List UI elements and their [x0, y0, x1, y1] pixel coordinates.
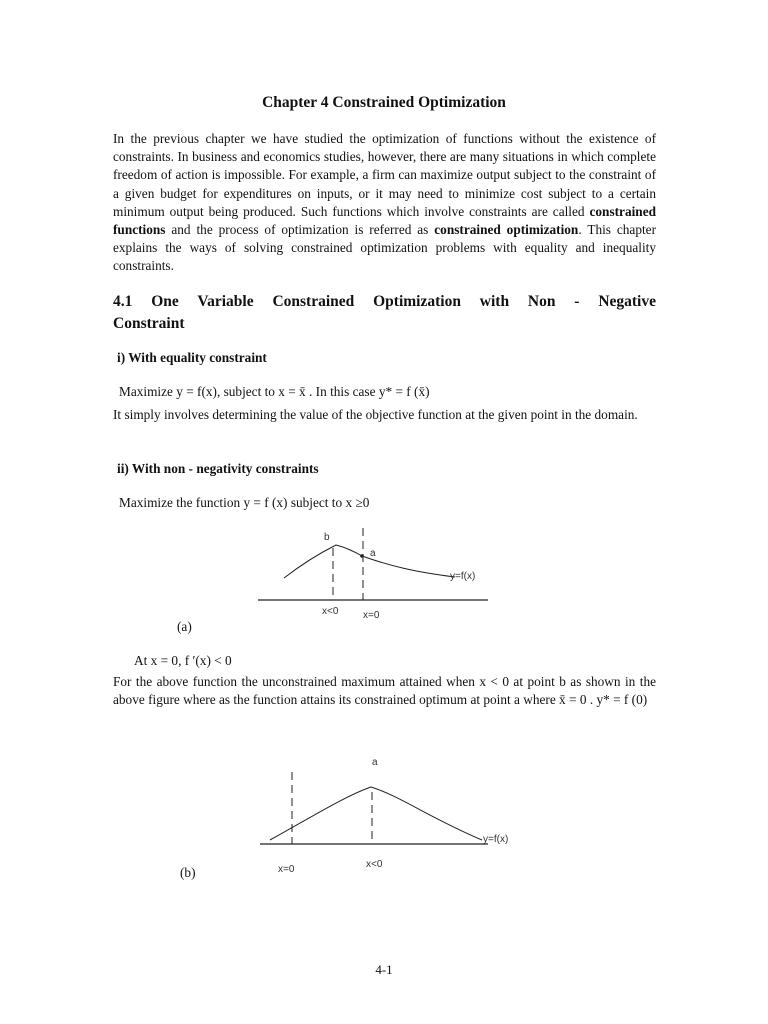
equality-statement: Maximize y = f(x), subject to x = x̄ . In this case y* = f (x̄) [119, 384, 430, 399]
figure-a-curve-label: y=f(x) [450, 571, 476, 582]
figure-a-point-a-dot [360, 554, 364, 558]
chapter-title: Chapter 4 Constrained Optimization [262, 94, 506, 111]
figure-b-curve [270, 787, 482, 840]
intro-text-1: In the previous chapter we have studied the optimization of functions without the existence of constraints. In business and economics studies, however, there are many situations in which complete freedom of action is impossible. For example, a firm can maximize output subject to the constraint of a given budget for expenditures on inputs, or it may need to minimize cost subject to a certain minimum output being produced. Such functions which involve constraints are called [113, 131, 656, 219]
derivative-condition: At x = 0, f ′(x) < 0 [134, 653, 232, 668]
figure-a-label-a: a [370, 548, 376, 559]
figure-b-tick-left: x=0 [278, 864, 295, 875]
intro-paragraph [113, 130, 656, 276]
figure-b [250, 748, 510, 878]
figure-b-caption: (b) [180, 865, 196, 880]
section-heading-line1: 4.1 One Variable Constrained Optimization with Non - Negative [113, 293, 656, 310]
intro-text-3: . This chapter explains the ways of solving constrained optimization problems with equality and inequality constraints. [113, 222, 656, 274]
figure-a-explanation: For the above function the unconstrained maximum attained when x < 0 at point b as shown in the above figure where as the function attains its constrained optimum at point a where x̄ = 0 . y* = f (0) [113, 674, 656, 708]
intro-bold-1: constrained functions [113, 203, 656, 238]
nonnegativity-statement: Maximize the function y = f (x) subject to x ≥0 [119, 495, 370, 510]
figure-a-caption: (a) [177, 619, 192, 634]
figure-b-curve-label: y=f(x) [483, 834, 509, 845]
page-number: 4-1 [375, 962, 393, 977]
figure-a-label-b: b [324, 532, 330, 543]
figure-a [250, 520, 500, 625]
figure-b-label-a: a [372, 757, 378, 768]
figure-a-tick-left: x<0 [322, 606, 339, 617]
subsection-heading-nonnegativity: ii) With non - negativity constraints [117, 461, 319, 476]
figure-a-tick-right: x=0 [363, 610, 380, 621]
figure-b-tick-right: x<0 [366, 859, 383, 870]
subsection-heading-equality: i) With equality constraint [117, 350, 267, 365]
section-heading-line2: Constraint [113, 315, 185, 332]
intro-bold-2: constrained optimization [434, 222, 579, 238]
intro-text-2: and the process of optimization is referred as [165, 222, 435, 238]
equality-explanation: It simply involves determining the value of the objective function at the given point in the domain. [113, 407, 638, 422]
